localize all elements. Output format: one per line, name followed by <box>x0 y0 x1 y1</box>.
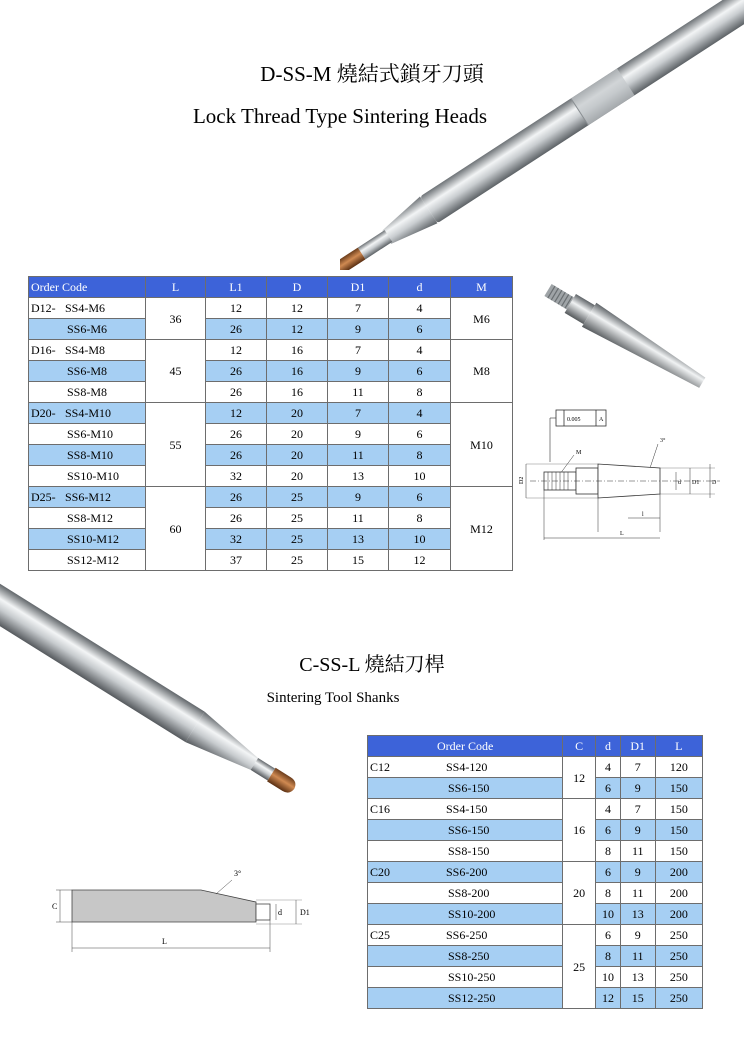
cell-l1: 26 <box>206 445 267 466</box>
cell-d: 20 <box>267 424 328 445</box>
cell-l1: 26 <box>206 319 267 340</box>
datum-label: A <box>599 417 604 423</box>
order-code: SS8-M12 <box>67 511 114 525</box>
cell-d: 4 <box>389 298 451 319</box>
column-header: d <box>596 736 621 757</box>
shank-d-label: d <box>278 908 282 917</box>
order-code: SS6-150 <box>448 781 490 795</box>
cell-d1: 13 <box>328 529 389 550</box>
cell-d: 12 <box>596 988 621 1009</box>
cell-l1: 12 <box>206 403 267 424</box>
cell-l1: 26 <box>206 424 267 445</box>
order-code-prefix: D16- <box>31 343 56 357</box>
cell-d1: 15 <box>620 988 655 1009</box>
cell-d: 8 <box>389 445 451 466</box>
cell-l1: 26 <box>206 361 267 382</box>
table-row <box>29 424 513 445</box>
cell-d: 4 <box>389 403 451 424</box>
cell-l1: 26 <box>206 508 267 529</box>
column-header: D1 <box>620 736 655 757</box>
table-header-row <box>29 277 513 298</box>
cell-d: 6 <box>389 361 451 382</box>
order-code: SS6-M12 <box>65 490 112 504</box>
order-code: SS6-M8 <box>67 364 108 378</box>
cell-d1: 15 <box>328 550 389 571</box>
cell-d1: 13 <box>620 904 655 925</box>
cell-d: 12 <box>389 550 451 571</box>
cell-d: 8 <box>596 883 621 904</box>
order-code-prefix: C12 <box>370 760 391 774</box>
order-code-cell <box>368 841 563 862</box>
cell-d1: 11 <box>620 841 655 862</box>
length-l-cell: 60 <box>146 487 206 571</box>
cell-d: 6 <box>596 862 621 883</box>
order-code-prefix: D25- <box>31 490 56 504</box>
cell-d1: 11 <box>328 445 389 466</box>
tolerance-value: 0.005 <box>567 417 581 423</box>
shank-d1-label: D1 <box>300 908 310 917</box>
cell-d: 6 <box>596 778 621 799</box>
length-l-cell: 36 <box>146 298 206 340</box>
cell-d: 10 <box>596 904 621 925</box>
order-code-cell <box>29 550 146 571</box>
drawing-d1-label: D1 <box>692 480 700 486</box>
cell-d1: 13 <box>328 466 389 487</box>
order-code-cell <box>368 820 563 841</box>
section1-title: D-SS-M 燒結式鎖牙刀頭 <box>260 62 484 86</box>
order-code: SS4-150 <box>446 802 488 816</box>
cell-l: 150 <box>655 799 702 820</box>
cell-d1: 7 <box>328 403 389 424</box>
cell-d: 20 <box>267 403 328 424</box>
column-header: C <box>563 736 596 757</box>
table-row <box>29 466 513 487</box>
cell-d1: 11 <box>620 946 655 967</box>
cell-l1: 26 <box>206 487 267 508</box>
drawing-d-label: d <box>678 480 681 486</box>
order-code-cell <box>368 883 563 904</box>
drawing-angle-label: 3° <box>660 438 666 444</box>
order-code: SS10-250 <box>448 970 496 984</box>
table-row <box>29 403 513 424</box>
cell-d: 25 <box>267 529 328 550</box>
cell-d: 8 <box>389 508 451 529</box>
cell-d1: 7 <box>620 757 655 778</box>
order-code-cell <box>29 403 146 424</box>
lock-thread-spec-table <box>28 276 513 571</box>
table-row <box>368 967 703 988</box>
shank-angle-label: 3° <box>234 869 242 878</box>
cell-d1: 9 <box>620 925 655 946</box>
order-code: SS12-250 <box>448 991 496 1005</box>
column-header: L <box>655 736 702 757</box>
cell-l1: 26 <box>206 382 267 403</box>
cell-l: 250 <box>655 946 702 967</box>
order-code: SS10-M10 <box>67 469 120 483</box>
order-code-cell <box>29 298 146 319</box>
order-code-prefix: C20 <box>370 865 391 879</box>
order-code-cell <box>368 946 563 967</box>
column-header: M <box>451 277 513 298</box>
cell-l: 250 <box>655 967 702 988</box>
table-row <box>368 988 703 1009</box>
order-code-prefix: D12- <box>31 301 56 315</box>
table-row <box>29 298 513 319</box>
thread-m-cell: M6 <box>451 298 513 340</box>
shank-c-cell: 12 <box>563 757 596 799</box>
order-code-cell <box>29 487 146 508</box>
cell-d: 20 <box>267 466 328 487</box>
cell-d1: 9 <box>620 778 655 799</box>
column-header: Order Code <box>29 277 146 298</box>
length-l-cell: 55 <box>146 403 206 487</box>
cell-d: 8 <box>596 841 621 862</box>
order-code-cell <box>29 445 146 466</box>
order-code-cell <box>368 757 563 778</box>
cell-d: 25 <box>267 550 328 571</box>
order-code-prefix: C25 <box>370 928 391 942</box>
thread-m-cell: M8 <box>451 340 513 403</box>
section2-title: C-SS-L 燒結刀桿 <box>299 654 445 676</box>
table-row <box>29 550 513 571</box>
order-code: SS4-M10 <box>65 406 112 420</box>
cell-d1: 7 <box>328 298 389 319</box>
table-row <box>29 529 513 550</box>
order-code-cell <box>29 340 146 361</box>
cell-d: 6 <box>389 487 451 508</box>
order-code: SS8-250 <box>448 949 490 963</box>
column-header: D <box>267 277 328 298</box>
cell-d1: 7 <box>328 340 389 361</box>
order-code: SS8-150 <box>448 844 490 858</box>
cell-d1: 9 <box>328 361 389 382</box>
shank-c-label: C <box>52 902 58 911</box>
order-code-prefix: D20- <box>31 406 56 420</box>
cell-d1: 11 <box>328 508 389 529</box>
cell-l: 250 <box>655 988 702 1009</box>
cell-l: 200 <box>655 883 702 904</box>
order-code-prefix: C16 <box>370 802 391 816</box>
drawing-length-label: L <box>620 531 624 537</box>
shank-c-cell: 20 <box>563 862 596 925</box>
cell-l: 250 <box>655 925 702 946</box>
cell-l1: 12 <box>206 340 267 361</box>
cell-d: 6 <box>389 424 451 445</box>
cell-l: 150 <box>655 778 702 799</box>
order-code-cell <box>368 925 563 946</box>
table-row <box>368 946 703 967</box>
order-code-cell <box>29 424 146 445</box>
order-code-cell <box>29 382 146 403</box>
cell-l1: 12 <box>206 298 267 319</box>
order-code: SS4-M8 <box>65 343 106 357</box>
cell-d: 10 <box>596 967 621 988</box>
table-row <box>368 778 703 799</box>
cell-d: 16 <box>267 340 328 361</box>
order-code-cell <box>368 862 563 883</box>
table-row <box>29 340 513 361</box>
table-row <box>29 508 513 529</box>
drawing-thread-label: M <box>576 450 582 456</box>
order-code: SS6-M6 <box>67 322 108 336</box>
order-code: SS10-M12 <box>67 532 120 546</box>
column-header: Order Code <box>368 736 563 757</box>
cell-l1: 37 <box>206 550 267 571</box>
length-l-cell: 45 <box>146 340 206 403</box>
threaded-head-photo <box>530 272 720 392</box>
table-row <box>29 382 513 403</box>
order-code: SS8-M8 <box>67 385 108 399</box>
cell-d: 16 <box>267 382 328 403</box>
cell-l: 150 <box>655 820 702 841</box>
cell-d: 6 <box>389 319 451 340</box>
shank-c-cell: 25 <box>563 925 596 1009</box>
cell-d: 16 <box>267 361 328 382</box>
cell-d1: 7 <box>620 799 655 820</box>
table-row <box>29 487 513 508</box>
order-code: SS10-200 <box>448 907 496 921</box>
cell-d: 12 <box>267 298 328 319</box>
cell-d1: 11 <box>620 883 655 904</box>
table-row <box>368 757 703 778</box>
order-code-cell <box>368 988 563 1009</box>
table-row <box>368 820 703 841</box>
cell-d1: 9 <box>620 820 655 841</box>
cell-d: 4 <box>389 340 451 361</box>
cell-d: 10 <box>389 466 451 487</box>
column-header: d <box>389 277 451 298</box>
order-code-cell <box>29 361 146 382</box>
order-code: SS6-250 <box>446 928 488 942</box>
lock-thread-dimension-drawing <box>510 400 732 550</box>
cell-d1: 9 <box>328 319 389 340</box>
drawing-dia-label: D <box>712 480 717 486</box>
cell-d1: 13 <box>620 967 655 988</box>
order-code-cell <box>29 508 146 529</box>
cell-d: 25 <box>267 487 328 508</box>
order-code-cell <box>29 466 146 487</box>
order-code-cell <box>368 904 563 925</box>
order-code-cell <box>29 529 146 550</box>
table-row <box>368 883 703 904</box>
order-code: SS6-200 <box>446 865 488 879</box>
order-code-cell <box>29 319 146 340</box>
thread-m-cell: M12 <box>451 487 513 571</box>
cell-d: 4 <box>596 799 621 820</box>
table-row <box>368 862 703 883</box>
order-code: SS8-200 <box>448 886 490 900</box>
cell-l: 200 <box>655 862 702 883</box>
cell-d1: 11 <box>328 382 389 403</box>
cell-d1: 9 <box>328 424 389 445</box>
order-code: SS6-150 <box>448 823 490 837</box>
order-code: SS4-120 <box>446 760 488 774</box>
shank-length-label: L <box>162 937 167 946</box>
section1-subtitle: Lock Thread Type Sintering Heads <box>192 104 487 128</box>
cell-d: 25 <box>267 508 328 529</box>
sintering-head-photo <box>340 0 744 270</box>
table-row <box>29 445 513 466</box>
tool-shank-dimension-drawing <box>46 860 326 960</box>
table-row <box>368 904 703 925</box>
cell-d1: 9 <box>328 487 389 508</box>
cell-l1: 32 <box>206 529 267 550</box>
order-code-cell <box>368 778 563 799</box>
column-header: D1 <box>328 277 389 298</box>
drawing-d2-label: D2 <box>519 476 525 484</box>
cell-l: 150 <box>655 841 702 862</box>
table-row <box>368 799 703 820</box>
order-code-cell <box>368 799 563 820</box>
table-row <box>29 361 513 382</box>
order-code: SS8-M10 <box>67 448 114 462</box>
order-code: SS6-M10 <box>67 427 114 441</box>
order-code: SS4-M6 <box>65 301 106 315</box>
column-header: L <box>146 277 206 298</box>
table-row <box>368 925 703 946</box>
cell-d: 4 <box>596 757 621 778</box>
order-code-cell <box>368 967 563 988</box>
cell-d: 8 <box>389 382 451 403</box>
section2-subtitle: Sintering Tool Shanks <box>266 690 400 706</box>
cell-d1: 9 <box>620 862 655 883</box>
cell-l: 120 <box>655 757 702 778</box>
cell-l1: 32 <box>206 466 267 487</box>
cell-d: 20 <box>267 445 328 466</box>
cell-d: 6 <box>596 820 621 841</box>
column-header: L1 <box>206 277 267 298</box>
shank-c-cell: 16 <box>563 799 596 862</box>
cell-d: 10 <box>389 529 451 550</box>
cell-l: 200 <box>655 904 702 925</box>
table-header-row <box>368 736 703 757</box>
table-row <box>368 841 703 862</box>
cell-d: 8 <box>596 946 621 967</box>
cell-d: 12 <box>267 319 328 340</box>
drawing-l1-label: l <box>642 512 644 518</box>
table-row <box>29 319 513 340</box>
thread-m-cell: M10 <box>451 403 513 487</box>
tool-shank-spec-table <box>367 735 703 1009</box>
order-code: SS12-M12 <box>67 553 120 567</box>
cell-d: 6 <box>596 925 621 946</box>
